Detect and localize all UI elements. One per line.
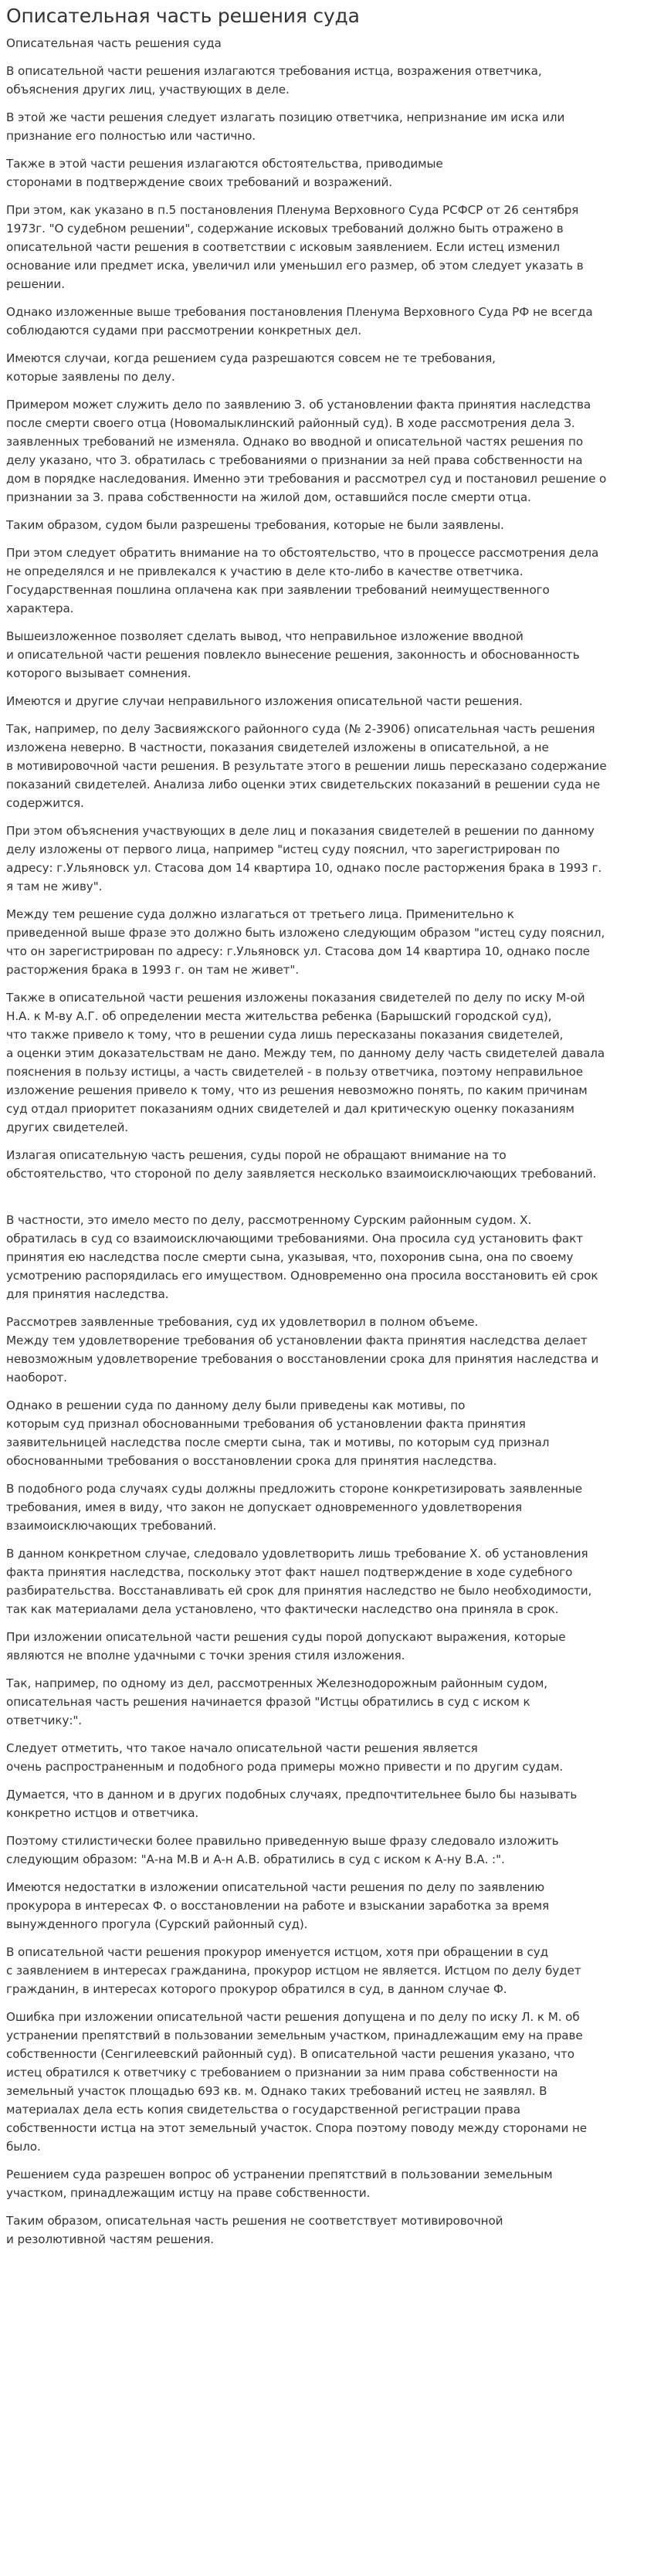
paragraph: При этом объяснения участвующих в деле лиц и показания свидетелей в решении по данному делу изложены от первого лица, например "истец суду пояснил, что зарегистрирован по адресу: г.Ульяновск ул. Стасова дом 14 квартира 10, однако после расторжения брака в 1993 г. я там не живу". [6, 824, 602, 893]
document-body [6, 34, 646, 2249]
paragraph: Излагая описательную часть решения, суды порой не обращают внимание на то обстоятельство, что стороной по делу заявляется несколько взаимоисключающих требований. [6, 1148, 597, 1181]
section-subtitle: Описательная часть решения суда [6, 36, 222, 50]
paragraph: Имеются и другие случаи неправильного изложения описательной части решения. [6, 694, 523, 708]
paragraph: При этом, как указано в п.5 постановления Пленума Верховного Суда РСФСР от 26 сентября 1973г. "О судебном решении", содержание исковых требований должно быть отражено в описательной части решения в соответствии с исковым заявлением. Если истец изменил основание или предмет иска, увеличил или уменьшил его размер, об этом следует указать в решении. [6, 203, 584, 291]
paragraph: Между тем решение суда должно излагаться от третьего лица. Применительно к приведенной выше фразе это должно быть изложено следующим образом "истец суду пояснил, что он зарегистрирован по адресу: г.Ульяновск ул. Стасова дом 14 квартира 10, однако после расторжения брака в 1993 г. он там не живет". [6, 907, 605, 977]
paragraph: Рассмотрев заявленные требования, суд их удовлетворил в полном объеме. Между тем удовлетворение требования об установлении факта принятия наследства делает невозможным удовлетворение требования о восстановлении срока для принятия наследства и наоборот. [6, 1315, 599, 1385]
paragraph: Имеются недостатки в изложении описательной части решения по делу по заявлению прокурора в интересах Ф. о восстановлении на работе и взыскании заработка за время вынужденного прогула (Сурский районный суд). [6, 1880, 550, 1931]
paragraph: В данном конкретном случае, следовало удовлетворить лишь требование Х. об установления факта принятия наследства, поскольку этот факт нашел подтверждение в ходе судебного разбирательства. Восстанавливать ей срок для принятия наследство не было необходимости, так как материалами дела установлено, что фактически наследство она приняла в срок. [6, 1547, 592, 1616]
paragraph: Также в этой части решения излагаются обстоятельства, приводимые сторонами в подтверждение своих требований и возражений. [6, 157, 443, 189]
paragraph: Имеются случаи, когда решением суда разрешаются совсем не те требования, которые заявлены по делу. [6, 351, 496, 384]
paragraph: Ошибка при изложении описательной части решения допущена и по делу по иску Л. к М. об устранении препятствий в пользовании земельным участком, принадлежащим ему на праве собственности (Сенгилеевский районный суд). В описательной части решения указано, что истец обратился к ответчику с требованием о признании за ним права собственности на земельный участок площадью 693 кв. м. Однако таких требований истец не заявлял. В материалах дела есть копия свидетельства о государственной регистрации права собственности истца на этот земельный участок. Спора поэтому поводу между сторонами не было. [6, 2010, 588, 2154]
paragraph: Примером может служить дело по заявлению З. об установлении факта принятия наследства после смерти своего отца (Новомалыклинский районный суд). В ходе рассмотрения дела З. заявленных требований не изменяла. Однако во вводной и описательной частях решения по делу указано, что З. обратилась с требованиями о признании за ней права собственности на дом в порядке наследования. Именно эти требования и рассмотрел суд и постановил решение о признании за З. права собственности на жилой дом, оставшийся после смерти отца. [6, 398, 607, 504]
paragraph: При изложении описательной части решения суды порой допускают выражения, которые являются не вполне удачными с точки зрения стиля изложения. [6, 1630, 566, 1663]
paragraph: В описательной части решения излагаются требования истца, возражения ответчика, объяснения других лиц, участвующих в деле. [6, 64, 542, 97]
paragraph: Думается, что в данном и в других подобных случаях, предпочтительнее было бы называть конкретно истцов и ответчика. [6, 1788, 578, 1820]
paragraph: В частности, это имело место по делу, рассмотренному Сурским районным судом. Х. обратилась в суд со взаимоисключающими требованиями. Она просила суд установить факт принятия ею наследства после смерти сына, указывая, что, похоронив сына, она по своему усмотрению распорядилась его имуществом. Одновременно она просила восстановить ей срок для принятия наследства. [6, 1213, 598, 1301]
paragraph: В описательной части решения прокурор именуется истцом, хотя при обращении в суд с заявлением в интересах гражданина, прокурор истцом не является. Истцом по делу будет гражданин, в интересах которого прокурор обратился в суд, в данном случае Ф. [6, 1945, 581, 1996]
paragraph: Так, например, по делу Засвияжского районного суда (№ 2-3906) описательная часть решения изложена неверно. В частности, показания свидетелей изложены в описательной, а не в мотивировочной части решения. В результате этого в решении лишь пересказано содержание показаний свидетелей. Анализа либо оценки этих свидетельских показаний в решении суда не содержится. [6, 722, 607, 810]
paragraph: Однако в решении суда по данному делу были приведены как мотивы, по которым суд признал обоснованными требования об установлении факта принятия заявительницей наследства после смерти сына, так и мотивы, по которым суд признал обоснованными требования о восстановлении срока для принятия наследства. [6, 1398, 550, 1468]
paragraph: В этой же части решения следует излагать позицию ответчика, непризнание им иска или признание его полностью или частично. [6, 110, 565, 143]
paragraph: При этом следует обратить внимание на то обстоятельство, что в процессе рассмотрения дела не определялся и не привлекался к участию в деле кто-либо в качестве ответчика. Государственная пошлина оплачена как при заявлении требований неимущественного характера. [6, 546, 599, 615]
paragraph: В подобного рода случаях суды должны предложить стороне конкретизировать заявленные требования, имея в виду, что закон не допускает одновременного удовлетворения взаимоисключающих требований. [6, 1482, 582, 1533]
paragraph: Решением суда разрешен вопрос об устранении препятствий в пользовании земельным участком, принадлежащим истцу на праве собственности. [6, 2168, 553, 2200]
paragraph: Поэтому стилистически более правильно приведенную выше фразу следовало изложить следующим образом: "А-на М.В и А-н А.В. обратились в суд с иском к А-ну В.А. :". [6, 1834, 559, 1866]
paragraph: Однако изложенные выше требования постановления Пленума Верховного Суда РФ не всегда соблюдаются судами при рассмотрении конкретных дел. [6, 305, 593, 337]
page-title: Описательная часть решения суда [6, 5, 360, 27]
paragraph: Таким образом, описательная часть решения не соответствует мотивировочной и резолютивной частям решения. [6, 2214, 503, 2246]
paragraph: Вышеизложенное позволяет сделать вывод, что неправильное изложение вводной и описательной части решения повлекло вынесение решения, законность и обоснованность которого вызывает сомнения. [6, 629, 580, 680]
paragraph: Также в описательной части решения изложены показания свидетелей по делу по иску М-ой Н.А. к М-ву А.Г. об определении места жительства ребенка (Барышский городской суд), что также привело к тому, что в решении суда лишь пересказаны показания свидетелей, а оценки этим доказательствам не дано. Между тем, по данному делу часть свидетелей давала пояснения в пользу истицы, а часть свидетелей - в пользу ответчика, поэтому неправильное изложение решения привело к тому, что из решения невозможно понять, по каким причинам суд отдал приоритет показаниям одних свидетелей и дал критическую оценку показаниям других свидетелей. [6, 991, 605, 1134]
paragraph: Так, например, по одному из дел, рассмотренных Железнодорожным районным судом, описательная часть решения начинается фразой "Истцы обратились в суд с иском к ответчику:". [6, 1676, 547, 1727]
paragraph: Следует отметить, что такое начало описательной части решения является очень распространенным и подобного рода примеры можно привести и по другим судам. [6, 1741, 564, 1774]
paragraph: Таким образом, судом были разрешены требования, которые не были заявлены. [6, 518, 504, 532]
